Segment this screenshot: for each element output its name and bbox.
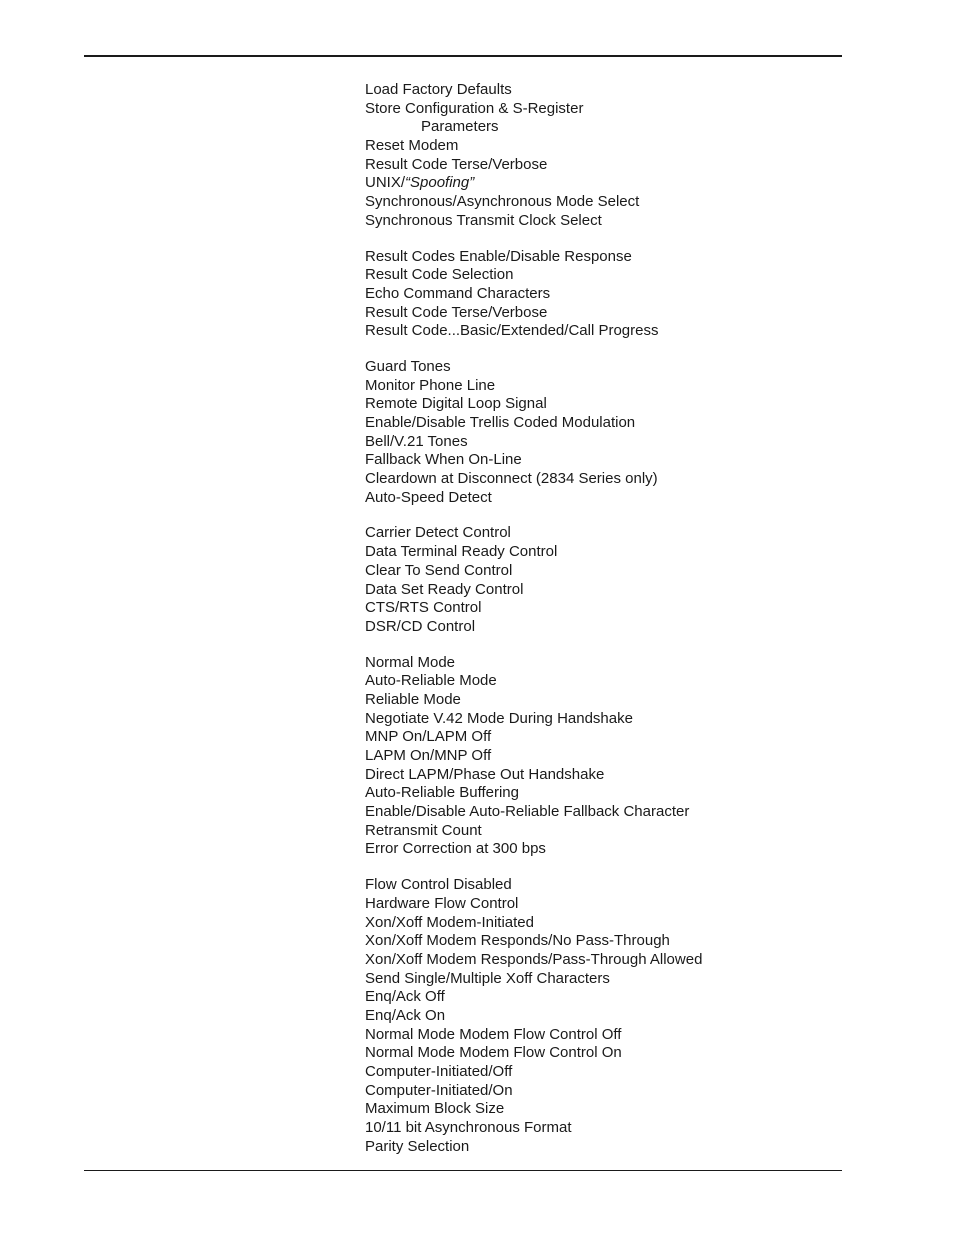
list-item [365, 1063, 865, 1082]
group-error-correction [365, 654, 865, 860]
list-item-text: Echo Command Characters [365, 284, 551, 302]
list-item [365, 970, 865, 989]
list-item [365, 285, 865, 304]
list-item [365, 174, 865, 193]
list-item-text: Data Set Ready Control [365, 580, 524, 598]
list-item [365, 451, 865, 470]
list-item-text: DSR/CD Control [365, 617, 476, 635]
list-item-text: UNIX/ [365, 174, 406, 192]
list-item [365, 766, 865, 785]
list-item-text: Store Configuration & S-Register [365, 99, 584, 117]
list-item-text: Load Factory Defaults [365, 81, 512, 98]
group-line-signals [365, 358, 865, 508]
list-item-text: Reset Modem [365, 137, 459, 155]
list-item [365, 728, 865, 747]
list-item [365, 618, 865, 637]
group-interface-control [365, 524, 865, 636]
list-item-text: Auto-Reliable Buffering [365, 784, 519, 802]
list-item-text: Enable/Disable Trellis Coded Modulation [365, 414, 636, 431]
list-item [365, 1007, 865, 1026]
list-item-text: Negotiate V.42 Mode During Handshake [365, 709, 633, 727]
list-item [365, 212, 865, 231]
list-item-text: Synchronous Transmit Clock Select [365, 211, 602, 229]
list-item [365, 524, 865, 543]
list-item [365, 599, 865, 618]
list-item-text: Flow Control Disabled [365, 876, 512, 894]
list-item-text: Xon/Xoff Modem-Initiated [365, 913, 534, 931]
list-item [365, 81, 865, 100]
list-item [365, 822, 865, 841]
list-item [365, 395, 865, 414]
list-item-text: Normal Mode Modem Flow Control On [365, 1044, 622, 1062]
list-item [365, 562, 865, 581]
list-item [365, 100, 865, 119]
list-item-text: Normal Mode Modem Flow Control Off [365, 1025, 622, 1043]
list-item-text: Computer-Initiated/Off [365, 1063, 513, 1080]
list-item-text: Result Code Selection [365, 266, 514, 284]
list-item-text: Retransmit Count [365, 821, 482, 839]
list-item-text: Xon/Xoff Modem Responds/No Pass-Through [365, 932, 670, 950]
list-item [365, 581, 865, 600]
list-item [365, 1138, 865, 1157]
list-item [365, 876, 865, 895]
list-item [365, 710, 865, 729]
list-item-text: Cleardown at Disconnect (2834 Series only) [365, 470, 658, 488]
list-item-text: Guard Tones [365, 357, 451, 375]
list-item-text: Monitor Phone Line [365, 376, 496, 394]
list-item-text: Result Code Terse/Verbose [365, 303, 548, 321]
list-item [365, 1026, 865, 1045]
list-item-text: Synchronous/Asynchronous Mode Select [365, 193, 640, 211]
list-item-text: Direct LAPM/Phase Out Handshake [365, 765, 605, 783]
list-item-text: Enq/Ack Off [365, 988, 445, 1006]
list-item [365, 358, 865, 377]
list-item-text: Result Code...Basic/Extended/Call Progress [365, 322, 659, 340]
list-item [365, 654, 865, 673]
list-item-text: Enq/Ack On [365, 1006, 446, 1024]
list-item-text: Result Code Terse/Verbose [365, 155, 548, 173]
header-rule [84, 55, 842, 57]
list-item-text: Auto-Reliable Mode [365, 672, 497, 690]
footer-rule [84, 1170, 842, 1171]
list-item-text: Auto-Speed Detect [365, 488, 492, 506]
list-item [365, 1082, 865, 1101]
list-item-text: Bell/V.21 Tones [365, 432, 468, 450]
list-item [365, 470, 865, 489]
command-description-column [365, 81, 865, 1173]
list-item-text: Error Correction at 300 bps [365, 840, 546, 858]
list-item [365, 895, 865, 914]
list-item [365, 377, 865, 396]
list-item [365, 747, 865, 766]
list-item [365, 803, 865, 822]
list-item [365, 672, 865, 691]
list-item [365, 840, 865, 859]
list-item-text: Maximum Block Size [365, 1100, 505, 1118]
list-item-text: Enable/Disable Auto-Reliable Fallback Character [365, 803, 690, 821]
list-item [365, 932, 865, 951]
group-general [365, 81, 865, 231]
list-item [365, 1100, 865, 1119]
list-item [365, 691, 865, 710]
list-item [365, 433, 865, 452]
group-flow-control [365, 876, 865, 1156]
list-item-text: Reliable Mode [365, 690, 461, 708]
list-item-text: Xon/Xoff Modem Responds/Pass-Through Allowed [365, 950, 703, 968]
list-item-text: Hardware Flow Control [365, 894, 519, 912]
list-item-text: Computer-Initiated/On [365, 1081, 513, 1099]
list-item [365, 266, 865, 285]
list-item [365, 137, 865, 156]
list-item [365, 489, 865, 508]
list-item-text: Clear To Send Control [365, 561, 513, 579]
list-item-text: Data Terminal Ready Control [365, 543, 558, 561]
list-item-text: Carrier Detect Control [365, 524, 511, 542]
list-item [365, 914, 865, 933]
list-item-italic-text: “Spoofing” [405, 174, 475, 192]
list-item-text: CTS/RTS Control [365, 599, 482, 617]
list-item [365, 951, 865, 970]
list-item [365, 1119, 865, 1138]
list-item-text: Result Codes Enable/Disable Response [365, 247, 632, 265]
list-item [365, 322, 865, 341]
list-item [365, 156, 865, 175]
list-item-text: Normal Mode [365, 653, 456, 671]
list-item-text: Parameters [421, 118, 499, 136]
list-item [365, 193, 865, 212]
list-item-text: Parity Selection [365, 1137, 470, 1155]
list-item [365, 414, 865, 433]
list-item [365, 118, 865, 137]
list-item [365, 1044, 865, 1063]
list-item [365, 304, 865, 323]
list-item [365, 784, 865, 803]
list-item-text: Fallback When On-Line [365, 451, 522, 469]
list-item-text: Send Single/Multiple Xoff Characters [365, 969, 610, 987]
list-item-text: LAPM On/MNP Off [365, 747, 492, 764]
list-item [365, 988, 865, 1007]
list-item-text: 10/11 bit Asynchronous Format [365, 1119, 572, 1137]
list-item-text: MNP On/LAPM Off [365, 728, 492, 746]
list-item [365, 543, 865, 562]
group-result-codes [365, 248, 865, 341]
list-item [365, 248, 865, 267]
list-item-text: Remote Digital Loop Signal [365, 395, 547, 413]
